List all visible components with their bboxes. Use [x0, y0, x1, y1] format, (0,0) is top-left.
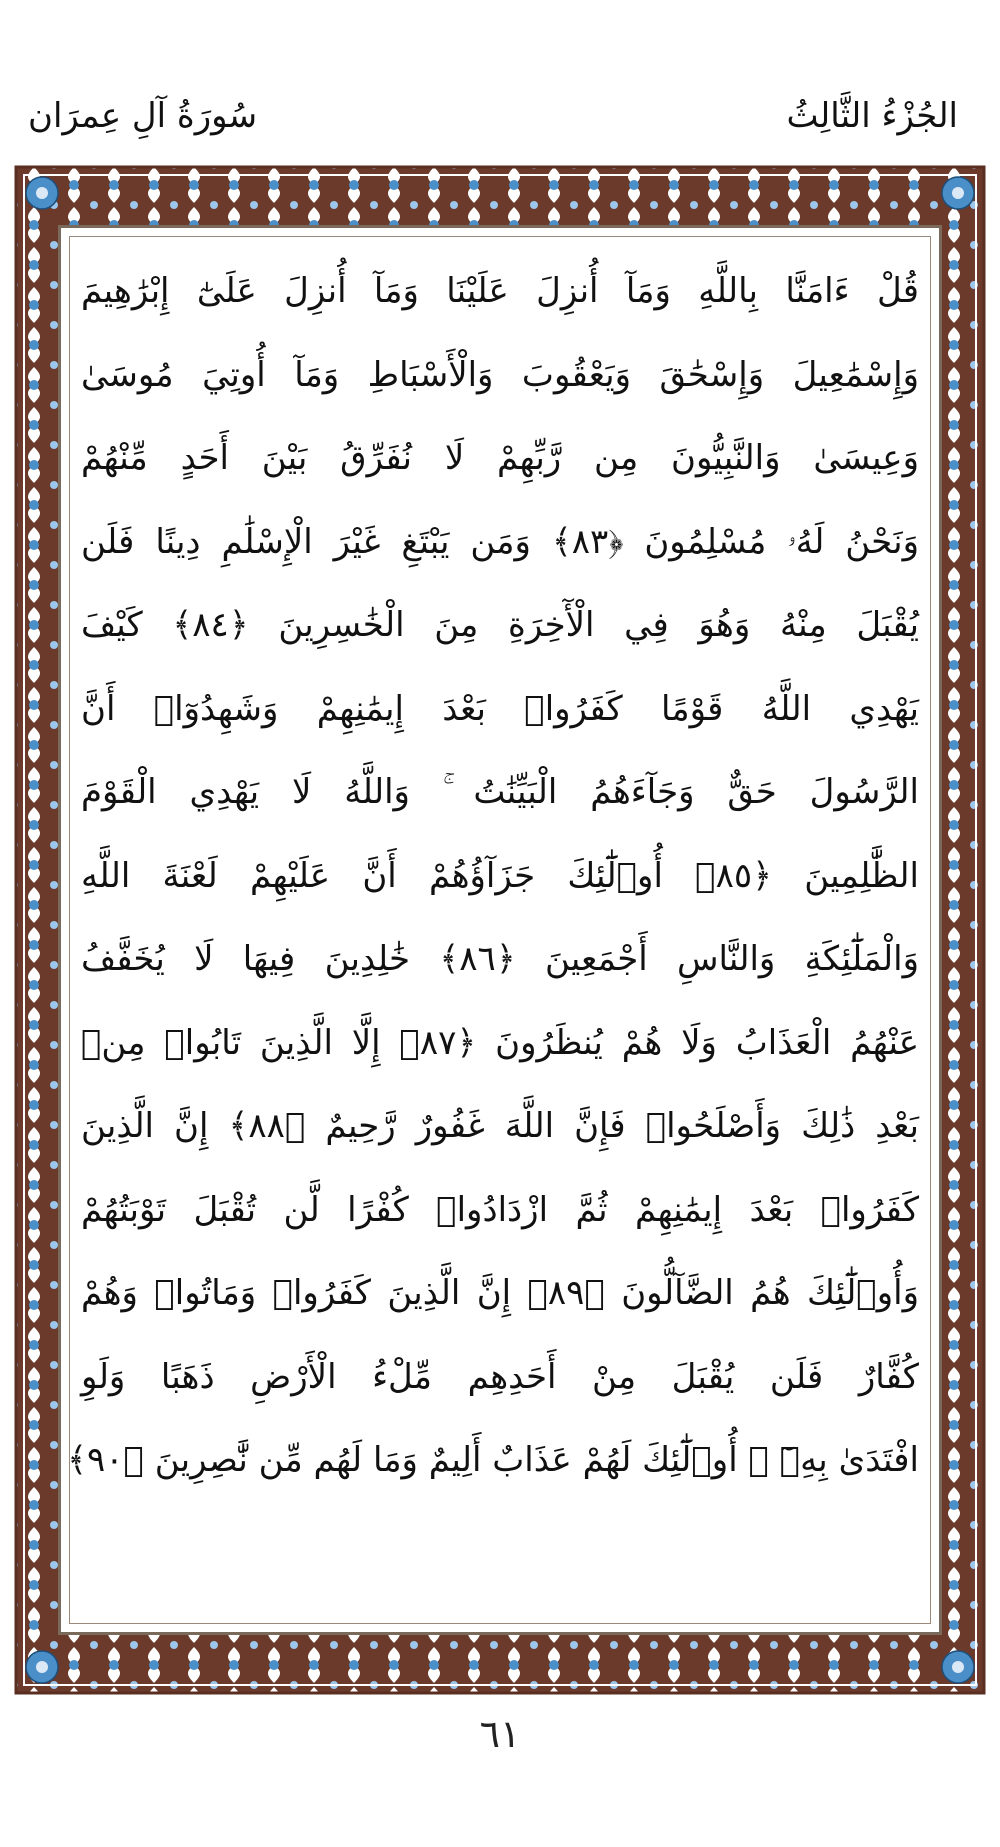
page-header — [0, 96, 1000, 156]
text-line: الرَّسُولَ حَقٌّ وَجَآءَهُمُ الْبَيِّنَٰتُ ۚ وَاللَّهُ لَا يَهْدِي الْقَوْمَ — [81, 772, 919, 812]
text-line: وَعِيسَىٰ وَالنَّبِيُّونَ مِن رَّبِّهِمْ لَا نُفَرِّقُ بَيْنَ أَحَدٍ مِّنْهُمْ — [81, 438, 919, 478]
text-line: وَأُو۟لَٰٓئِكَ هُمُ الضَّآلُّونَ ﴿٨٩﴾ إِنَّ الَّذِينَ كَفَرُوا۟ وَمَاتُوا۟ وَهُمْ — [81, 1273, 919, 1313]
text-panel — [58, 225, 942, 1635]
page-number: ٦١ — [479, 1712, 521, 1756]
text-line: وَإِسْمَٰعِيلَ وَإِسْحَٰقَ وَيَعْقُوبَ وَالْأَسْبَاطِ وَمَآ أُوتِيَ مُوسَىٰ — [81, 354, 919, 395]
text-line: كُفَّارٌ فَلَن يُقْبَلَ مِنْ أَحَدِهِم مِّلْءُ الْأَرْضِ ذَهَبًا وَلَوِ — [81, 1356, 919, 1397]
text-line: بَعْدِ ذَٰلِكَ وَأَصْلَحُوا۟ فَإِنَّ اللَّهَ غَفُورٌ رَّحِيمٌ ﴿٨٨﴾ إِنَّ الَّذِينَ — [81, 1106, 920, 1146]
text-line: افْتَدَىٰ بِهِۦٓ ۗ أُو۟لَٰٓئِكَ لَهُمْ عَذَابٌ أَلِيمٌ وَمَا لَهُم مِّن نَّٰصِرِينَ ﴿٩٠﴾ — [67, 1440, 919, 1480]
text-line: وَالْمَلَٰٓئِكَةِ وَالنَّاسِ أَجْمَعِينَ ﴿٨٦﴾ خَٰلِدِينَ فِيهَا لَا يُخَفَّفُ — [81, 939, 920, 979]
verse-lines — [67, 250, 920, 1503]
text-line: يُقْبَلَ مِنْهُ وَهُوَ فِي الْأٓخِرَةِ مِنَ الْخَٰسِرِينَ ﴿٨٤﴾ كَيْفَ — [81, 605, 919, 645]
text-line: كَفَرُوا۟ بَعْدَ إِيمَٰنِهِمْ ثُمَّ ازْدَادُوا۟ كُفْرًا لَّن تُقْبَلَ تَوْبَتُهُمْ — [81, 1189, 919, 1230]
surah-title: سُورَةُ آلِ عِمرَان — [28, 96, 258, 136]
text-line: وَنَحْنُ لَهُۥ مُسْلِمُونَ ﴿٨٣﴾ وَمَن يَبْتَغِ غَيْرَ الْإِسْلَٰمِ دِينًا فَلَن — [81, 521, 920, 562]
text-line: عَنْهُمُ الْعَذَابُ وَلَا هُمْ يُنظَرُونَ ﴿٨٧﴾ إِلَّا الَّذِينَ تَابُوا۟ مِنۢ — [81, 1022, 919, 1063]
text-line: قُلْ ءَامَنَّا بِاللَّهِ وَمَآ أُنزِلَ عَلَيْنَا وَمَآ أُنزِلَ عَلَىٰٓ إِبْرَٰهِيمَ — [81, 271, 919, 311]
text-line: الظَّٰلِمِينَ ﴿٨٥﴾ أُو۟لَٰٓئِكَ جَزَآؤُهُمْ أَنَّ عَلَيْهِمْ لَعْنَةَ اللَّهِ — [81, 855, 919, 896]
juz-title: الجُزْءُ الثَّالِثُ — [786, 96, 958, 136]
text-line: يَهْدِي اللَّهُ قَوْمًا كَفَرُوا۟ بَعْدَ إِيمَٰنِهِمْ وَشَهِدُوٓا۟ أَنَّ — [81, 688, 919, 729]
